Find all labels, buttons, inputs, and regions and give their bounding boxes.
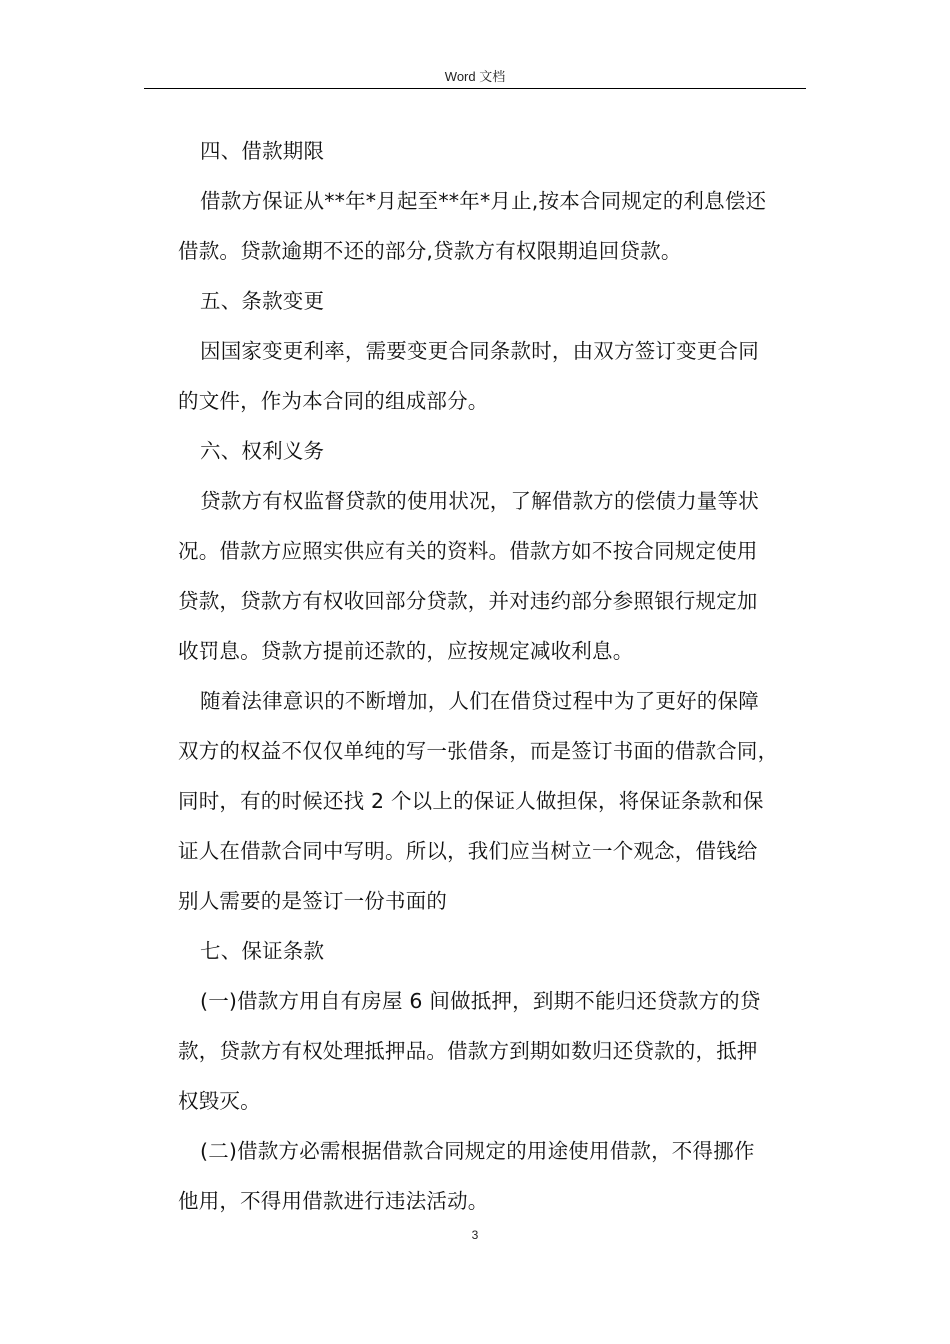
text-line: 的文件，作为本合同的组成部分。: [178, 389, 489, 413]
text-line: 七、保证条款: [200, 939, 325, 963]
text-line: 贷款方有权监督贷款的使用状况，了解借款方的偿债力量等状: [200, 489, 759, 513]
text-line: 况。借款方应照实供应有关的资料。借款方如不按合同规定使用: [178, 539, 758, 563]
text-line: 收罚息。贷款方提前还款的，应按规定减收利息。: [178, 639, 634, 663]
text-line: 四、借款期限: [200, 139, 325, 163]
text-line: 别人需要的是签订一份书面的: [178, 889, 448, 913]
text-line: 借款。贷款逾期不还的部分,贷款方有权限期追回贷款。: [178, 239, 682, 263]
text-line: 证人在借款合同中写明。所以，我们应当树立一个观念，借钱给: [178, 839, 758, 863]
text-line: 五、条款变更: [200, 289, 325, 313]
text-line: 借款方保证从**年*月起至**年*月止,按本合同规定的利息偿还: [200, 189, 767, 213]
header-divider: [144, 88, 806, 89]
page-number: 3: [471, 1228, 479, 1242]
page-header-title: Word 文档: [444, 69, 506, 84]
text-line: 因国家变更利率，需要变更合同条款时，由双方签订变更合同: [200, 339, 759, 363]
text-line: (一)借款方用自有房屋 6 间做抵押，到期不能归还贷款方的贷: [200, 989, 761, 1013]
text-line: 他用，不得用借款进行违法活动。: [178, 1189, 489, 1213]
text-line: 六、权利义务: [200, 439, 325, 463]
text-line: 随着法律意识的不断增加，人们在借贷过程中为了更好的保障: [200, 689, 759, 713]
text-line: 款，贷款方有权处理抵押品。借款方到期如数归还贷款的，抵押: [178, 1039, 758, 1063]
text-line: (二)借款方必需根据借款合同规定的用途使用借款，不得挪作: [200, 1139, 755, 1163]
text-line: 权毁灭。: [178, 1089, 261, 1113]
text-line: 双方的权益不仅仅单纯的写一张借条，而是签订书面的借款合同，: [178, 739, 779, 763]
text-line: 贷款，贷款方有权收回部分贷款，并对违约部分参照银行规定加: [178, 589, 758, 613]
text-line: 同时，有的时候还找 2 个以上的保证人做担保，将保证条款和保: [178, 789, 764, 813]
document-body: [178, 126, 818, 1226]
